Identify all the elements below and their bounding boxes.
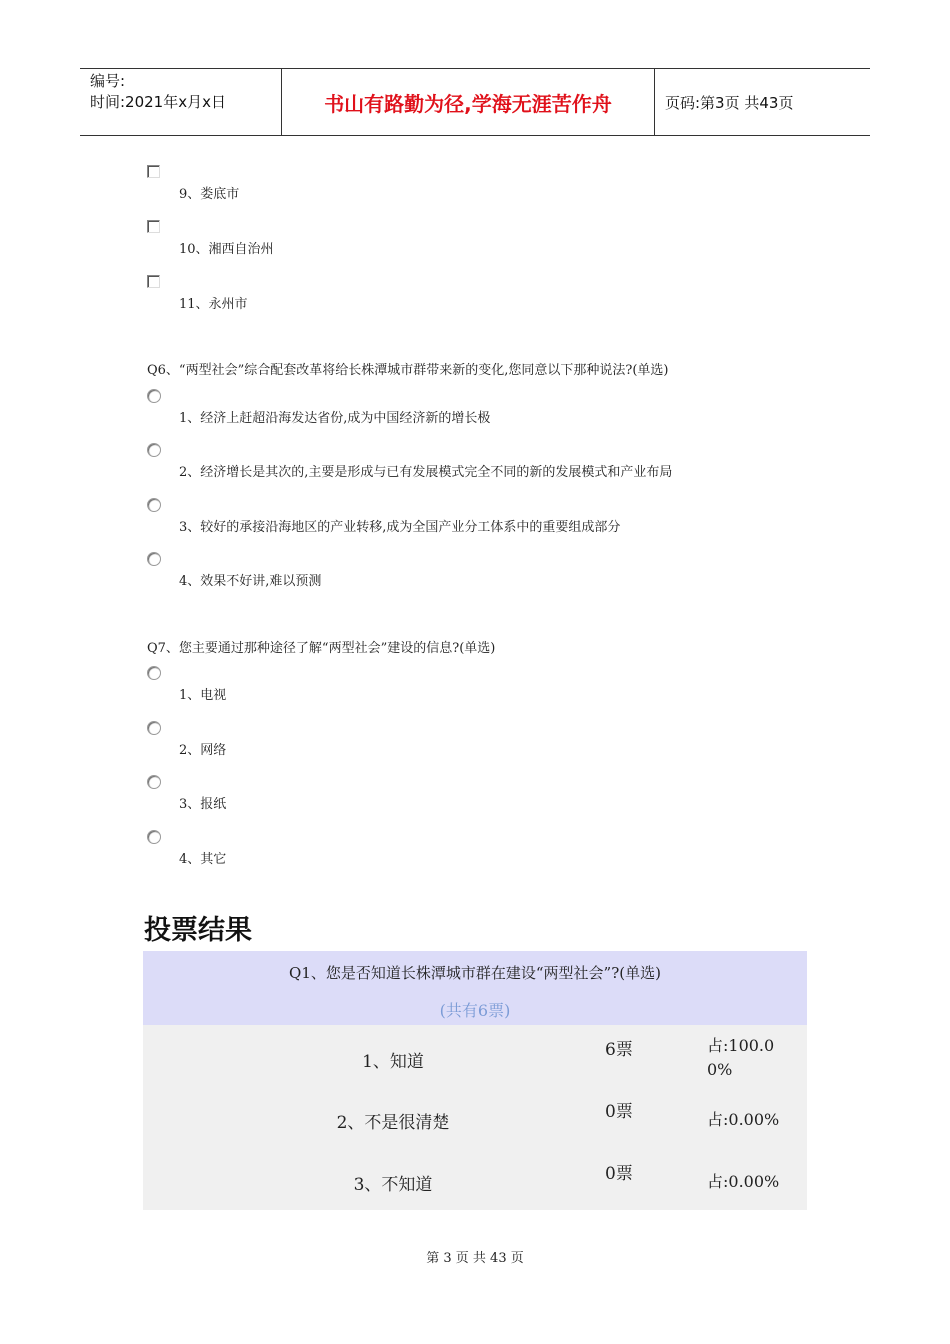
- option-label: 2、网络: [179, 743, 227, 758]
- option-label: 9、娄底市: [179, 187, 240, 202]
- page-header: [80, 68, 870, 136]
- option-label: 4、效果不好讲,难以预测: [179, 574, 322, 589]
- result-votes: 0票: [605, 1102, 633, 1122]
- checkbox[interactable]: [147, 220, 160, 233]
- time-label: 时间:2021年x月x日: [90, 93, 226, 111]
- table-row: [143, 1095, 807, 1157]
- option-label: 11、永州市: [179, 297, 248, 312]
- option-label: 2、经济增长是其次的,主要是形成与已有发展模式完全不同的新的发展模式和产业布局: [179, 465, 673, 480]
- header-motto: 书山有路勤为径,学海无涯苦作舟: [282, 69, 655, 135]
- page-footer: 第 3 页 共 43 页: [426, 1251, 524, 1266]
- option-label: 3、报纸: [179, 797, 227, 812]
- option-label: 1、电视: [179, 688, 227, 703]
- radio-button[interactable]: [147, 443, 161, 457]
- results-total-votes: (共有6票): [439, 1001, 511, 1020]
- result-percentage: 占:100.00%: [707, 1036, 775, 1079]
- results-table: [143, 951, 807, 1210]
- result-option-label: 1、知道: [362, 1052, 424, 1072]
- header-meta: [80, 69, 282, 135]
- checkbox[interactable]: [147, 165, 160, 178]
- radio-button[interactable]: [147, 389, 161, 403]
- checkbox[interactable]: [147, 275, 160, 288]
- radio-button[interactable]: [147, 552, 161, 566]
- results-table-header: [143, 951, 807, 1025]
- radio-button[interactable]: [147, 830, 161, 844]
- result-percentage: 占:0.00%: [707, 1110, 780, 1129]
- results-question: Q1、您是否知道长株潭城市群在建设“两型社会”?(单选): [289, 964, 661, 982]
- option-label: 3、较好的承接沿海地区的产业转移,成为全国产业分工体系中的重要组成部分: [179, 520, 621, 535]
- radio-button[interactable]: [147, 666, 161, 680]
- table-row: [143, 1157, 807, 1219]
- result-votes: 6票: [605, 1040, 633, 1060]
- code-label: 编号:: [90, 72, 126, 90]
- result-option-label: 3、不知道: [353, 1175, 433, 1195]
- result-option-label: 2、不是很清楚: [336, 1113, 450, 1133]
- header-page-number: 页码:第3页 共43页: [665, 93, 794, 112]
- option-label: 10、湘西自治州: [179, 242, 274, 257]
- table-row: [143, 1033, 807, 1095]
- radio-button[interactable]: [147, 721, 161, 735]
- question-title-q7: Q7、您主要通过那种途径了解“两型社会”建设的信息?(单选): [147, 641, 496, 656]
- option-label: 4、其它: [179, 852, 227, 867]
- result-percentage: 占:0.00%: [707, 1172, 780, 1191]
- question-title-q6: Q6、“两型社会”综合配套改革将给长株潭城市群带来新的变化,您同意以下那种说法?(单选): [147, 363, 669, 378]
- result-votes: 0票: [605, 1164, 633, 1184]
- option-label: 1、经济上赶超沿海发达省份,成为中国经济新的增长极: [179, 411, 491, 426]
- radio-button[interactable]: [147, 498, 161, 512]
- results-heading: 投票结果: [144, 915, 252, 946]
- radio-button[interactable]: [147, 775, 161, 789]
